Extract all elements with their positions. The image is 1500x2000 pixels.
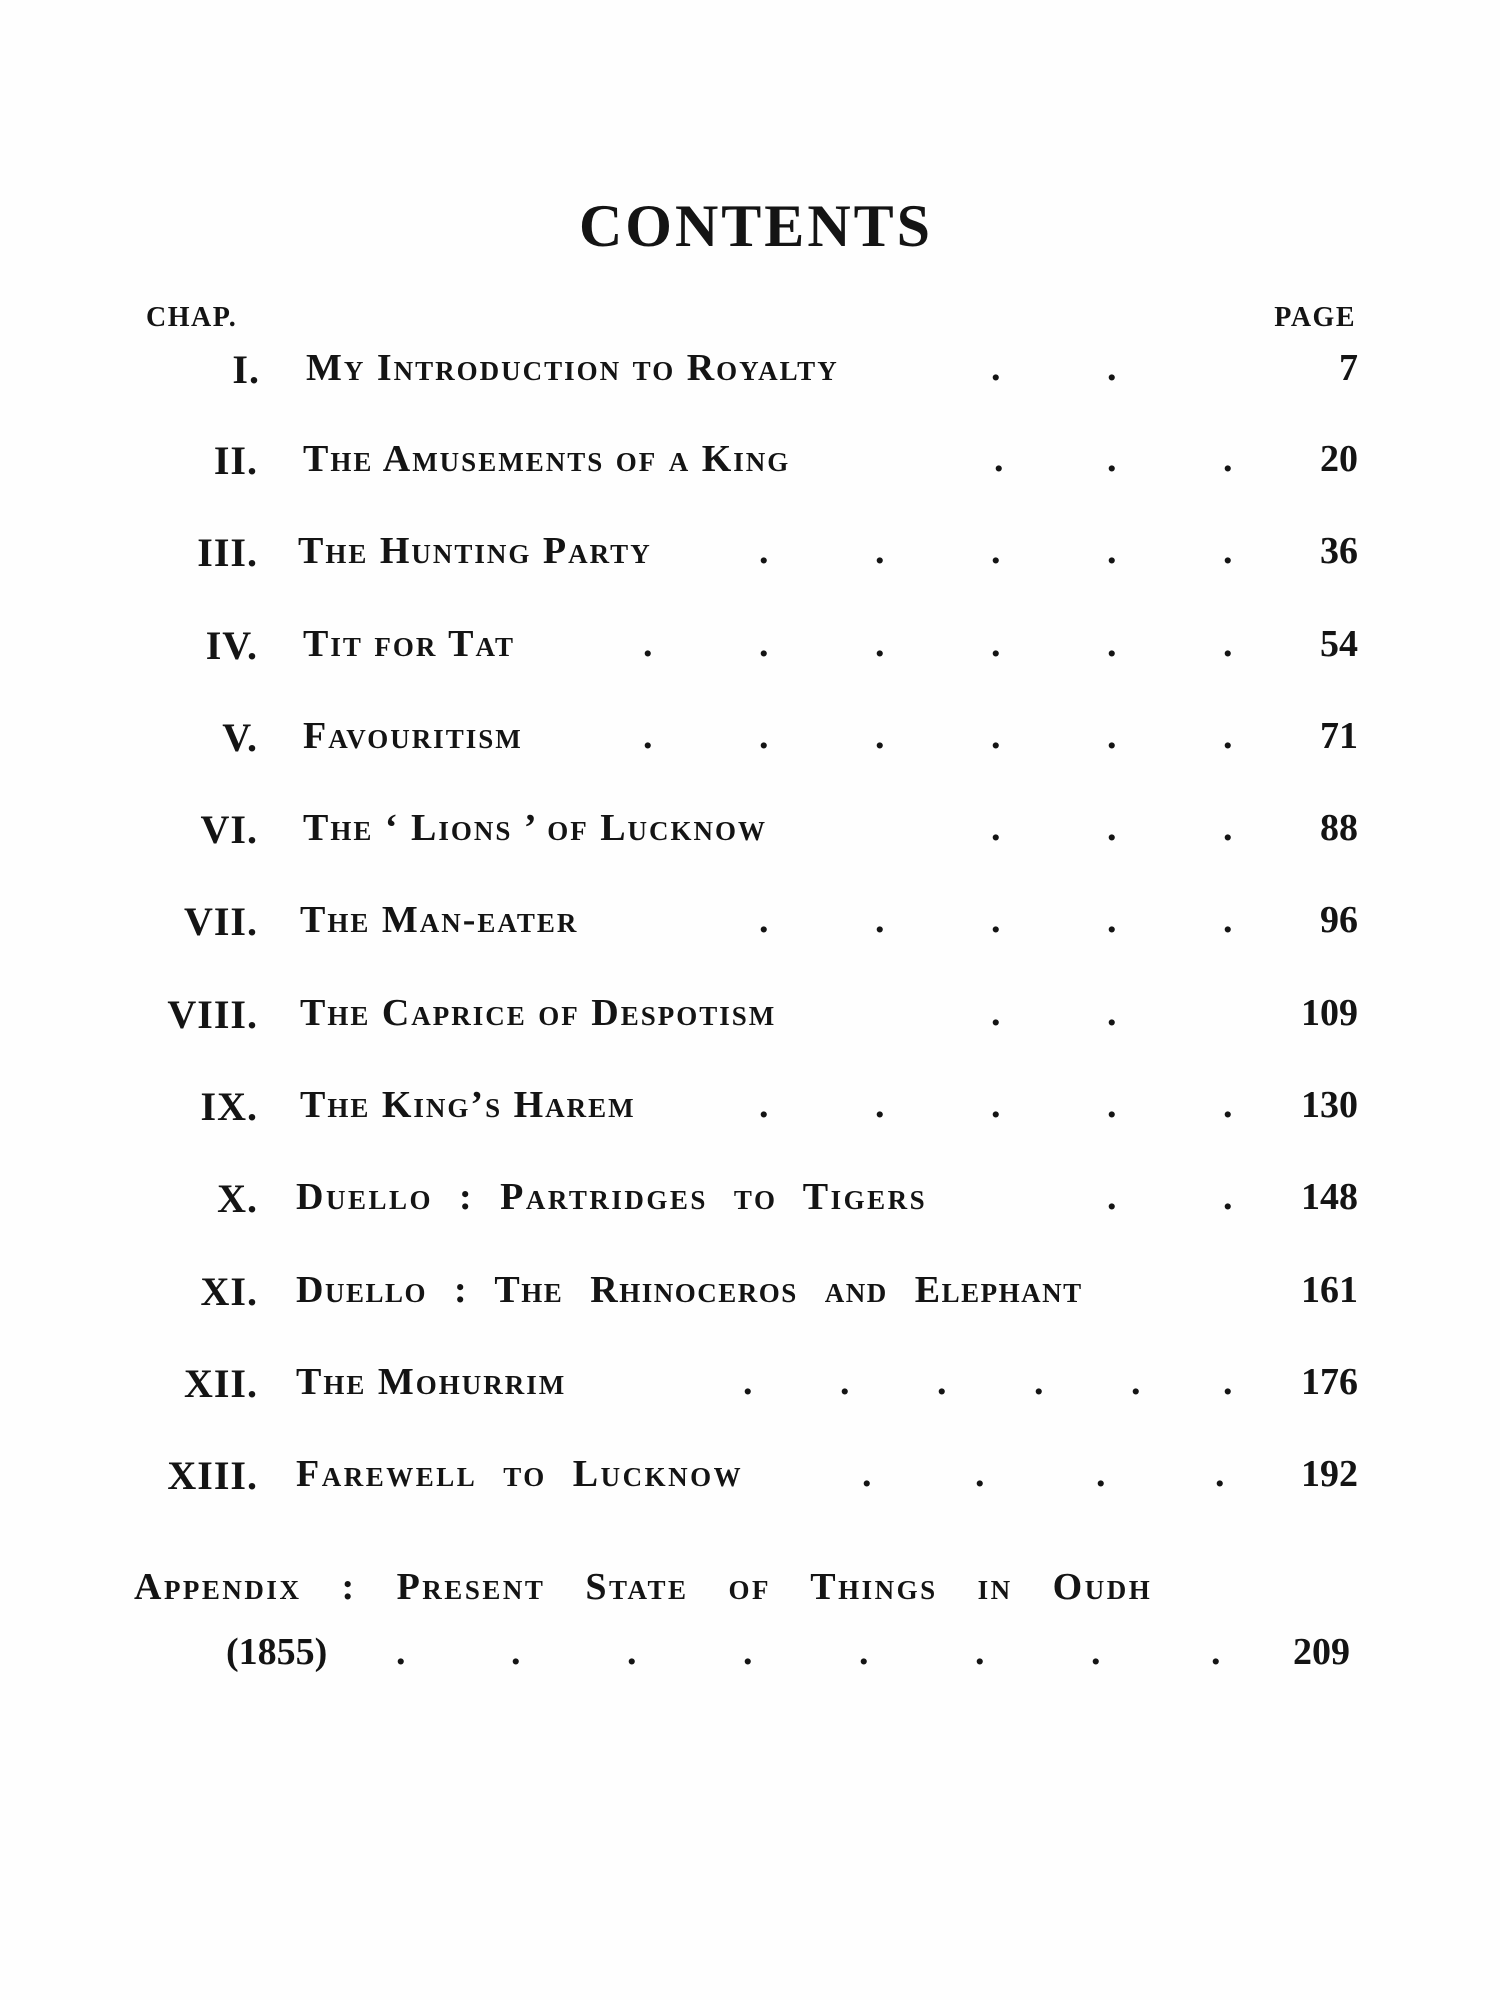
leader-dot: . <box>1211 1631 1221 1673</box>
chapter-number: XI. <box>200 1269 258 1314</box>
leader-dot: . <box>1223 1361 1233 1403</box>
appendix-title: Appendix : Present State of Things in Oudh <box>134 1566 1153 1608</box>
chapter-number: IV. <box>205 623 258 668</box>
chapter-title: Tit for Tat <box>303 623 516 665</box>
leader-dot: . <box>396 1631 406 1673</box>
leader-dot: . <box>1131 1361 1141 1403</box>
leader-dot: . <box>991 807 1001 849</box>
leader-dot: . <box>1223 530 1233 572</box>
leader-dot: . <box>1223 715 1233 757</box>
chapter-number: XIII. <box>167 1453 258 1498</box>
leader-dot: . <box>743 1631 753 1673</box>
chapter-page: 161 <box>1301 1269 1358 1311</box>
leader-dot: . <box>759 899 769 941</box>
chapter-page: 96 <box>1320 899 1358 941</box>
appendix-page: 209 <box>1293 1631 1350 1673</box>
leader-dot: . <box>743 1361 753 1403</box>
chapter-page: 88 <box>1320 807 1358 849</box>
leader-dot: . <box>1223 1084 1233 1126</box>
chapter-title: The ‘ Lions ’ of Lucknow <box>303 807 768 849</box>
leader-dot: . <box>759 1084 769 1126</box>
leader-dot: . <box>1091 1631 1101 1673</box>
leader-dot: . <box>1107 623 1117 665</box>
leader-dot: . <box>1107 438 1117 480</box>
contents-entry <box>0 1268 1500 1324</box>
leader-dot: . <box>875 623 885 665</box>
leader-dot: . <box>1107 530 1117 572</box>
chapter-title: The Amusements of a King <box>303 438 791 480</box>
leader-dot: . <box>1223 807 1233 849</box>
leader-dot: . <box>875 899 885 941</box>
leader-dot: . <box>991 623 1001 665</box>
leader-dot: . <box>1215 1453 1225 1495</box>
leader-dot: . <box>991 992 1001 1034</box>
leader-dot: . <box>1107 1084 1117 1126</box>
leader-dot: . <box>975 1631 985 1673</box>
contents-entry <box>0 437 1500 493</box>
leader-dot: . <box>991 1084 1001 1126</box>
chapter-page: 130 <box>1301 1084 1358 1126</box>
leader-dot: . <box>627 1631 637 1673</box>
leader-dot: . <box>994 438 1004 480</box>
contents-entry <box>0 898 1500 954</box>
appendix-year: (1855) <box>226 1631 328 1673</box>
leader-dot: . <box>840 1361 850 1403</box>
leader-dot: . <box>975 1453 985 1495</box>
chapter-number: VI. <box>200 807 258 852</box>
chapter-number: VIII. <box>167 992 258 1037</box>
chapter-title: The Man-eater <box>300 899 579 941</box>
leader-dot: . <box>991 347 1001 389</box>
chapter-page: 20 <box>1320 438 1358 480</box>
chapter-page: 54 <box>1320 623 1358 665</box>
leader-dot: . <box>875 1084 885 1126</box>
chapter-number: XII. <box>183 1361 258 1406</box>
page-title-text: CONTENTS <box>578 193 934 259</box>
leader-dot: . <box>937 1361 947 1403</box>
leader-dot: . <box>1107 899 1117 941</box>
leader-dot: . <box>1107 992 1117 1034</box>
leader-dot: . <box>1223 623 1233 665</box>
leader-dot: . <box>759 715 769 757</box>
leader-dot: . <box>511 1631 521 1673</box>
chapter-page: 109 <box>1301 992 1358 1034</box>
leader-dot: . <box>1107 807 1117 849</box>
leader-dot: . <box>875 530 885 572</box>
leader-dot: . <box>875 715 885 757</box>
contents-entry <box>0 991 1500 1047</box>
chapter-number: X. <box>217 1176 258 1221</box>
leader-dot: . <box>643 715 653 757</box>
leader-dot: . <box>1034 1361 1044 1403</box>
leader-dot: . <box>859 1631 869 1673</box>
chapter-title: My Introduction to Royalty <box>306 347 839 389</box>
contents-entry <box>0 1083 1500 1139</box>
chapter-number: I. <box>232 347 260 392</box>
chap-column-header: CHAP. <box>146 302 238 333</box>
chapter-number: III. <box>197 530 258 575</box>
contents-entry <box>0 714 1500 770</box>
contents-entry <box>0 346 1500 402</box>
chapter-page: 192 <box>1301 1453 1358 1495</box>
leader-dot: . <box>759 530 769 572</box>
chapter-page: 148 <box>1301 1176 1358 1218</box>
chapter-number: V. <box>222 715 258 760</box>
page-column-header: PAGE <box>1274 302 1356 333</box>
leader-dot: . <box>1223 899 1233 941</box>
leader-dot: . <box>1107 715 1117 757</box>
contents-entry <box>0 806 1500 862</box>
chapter-number: VII. <box>183 899 258 944</box>
leader-dot: . <box>1223 438 1233 480</box>
contents-entry <box>0 1452 1500 1508</box>
contents-entry <box>0 529 1500 585</box>
chapter-title: The King’s Harem <box>300 1084 636 1126</box>
leader-dot: . <box>1223 1176 1233 1218</box>
chapter-title: The Mohurrim <box>296 1361 567 1403</box>
chapter-title: Duello : The Rhinoceros and Elephant <box>296 1269 1083 1311</box>
appendix-entry <box>0 1630 1500 1686</box>
leader-dot: . <box>1107 1176 1117 1218</box>
leader-dot: . <box>991 530 1001 572</box>
leader-dot: . <box>862 1453 872 1495</box>
contents-entry <box>0 1360 1500 1416</box>
contents-entry <box>0 1175 1500 1231</box>
chapter-page: 36 <box>1320 530 1358 572</box>
chapter-title: The Hunting Party <box>298 530 652 572</box>
chapter-number: IX. <box>200 1084 258 1129</box>
chapter-title: Favouritism <box>303 715 523 757</box>
chapter-title: The Caprice of Despotism <box>300 992 777 1034</box>
leader-dot: . <box>991 715 1001 757</box>
leader-dot: . <box>643 623 653 665</box>
leader-dot: . <box>991 899 1001 941</box>
chapter-title: Duello : Partridges to Tigers <box>296 1176 928 1218</box>
contents-entry <box>0 622 1500 678</box>
chapter-page: 7 <box>1339 347 1358 389</box>
chapter-title: Farewell to Lucknow <box>296 1453 744 1495</box>
chapter-page: 176 <box>1301 1361 1358 1403</box>
chapter-page: 71 <box>1320 715 1358 757</box>
leader-dot: . <box>1096 1453 1106 1495</box>
leader-dot: . <box>759 623 769 665</box>
leader-dot: . <box>1107 347 1117 389</box>
page-title <box>0 192 1500 261</box>
chapter-number: II. <box>213 438 258 483</box>
